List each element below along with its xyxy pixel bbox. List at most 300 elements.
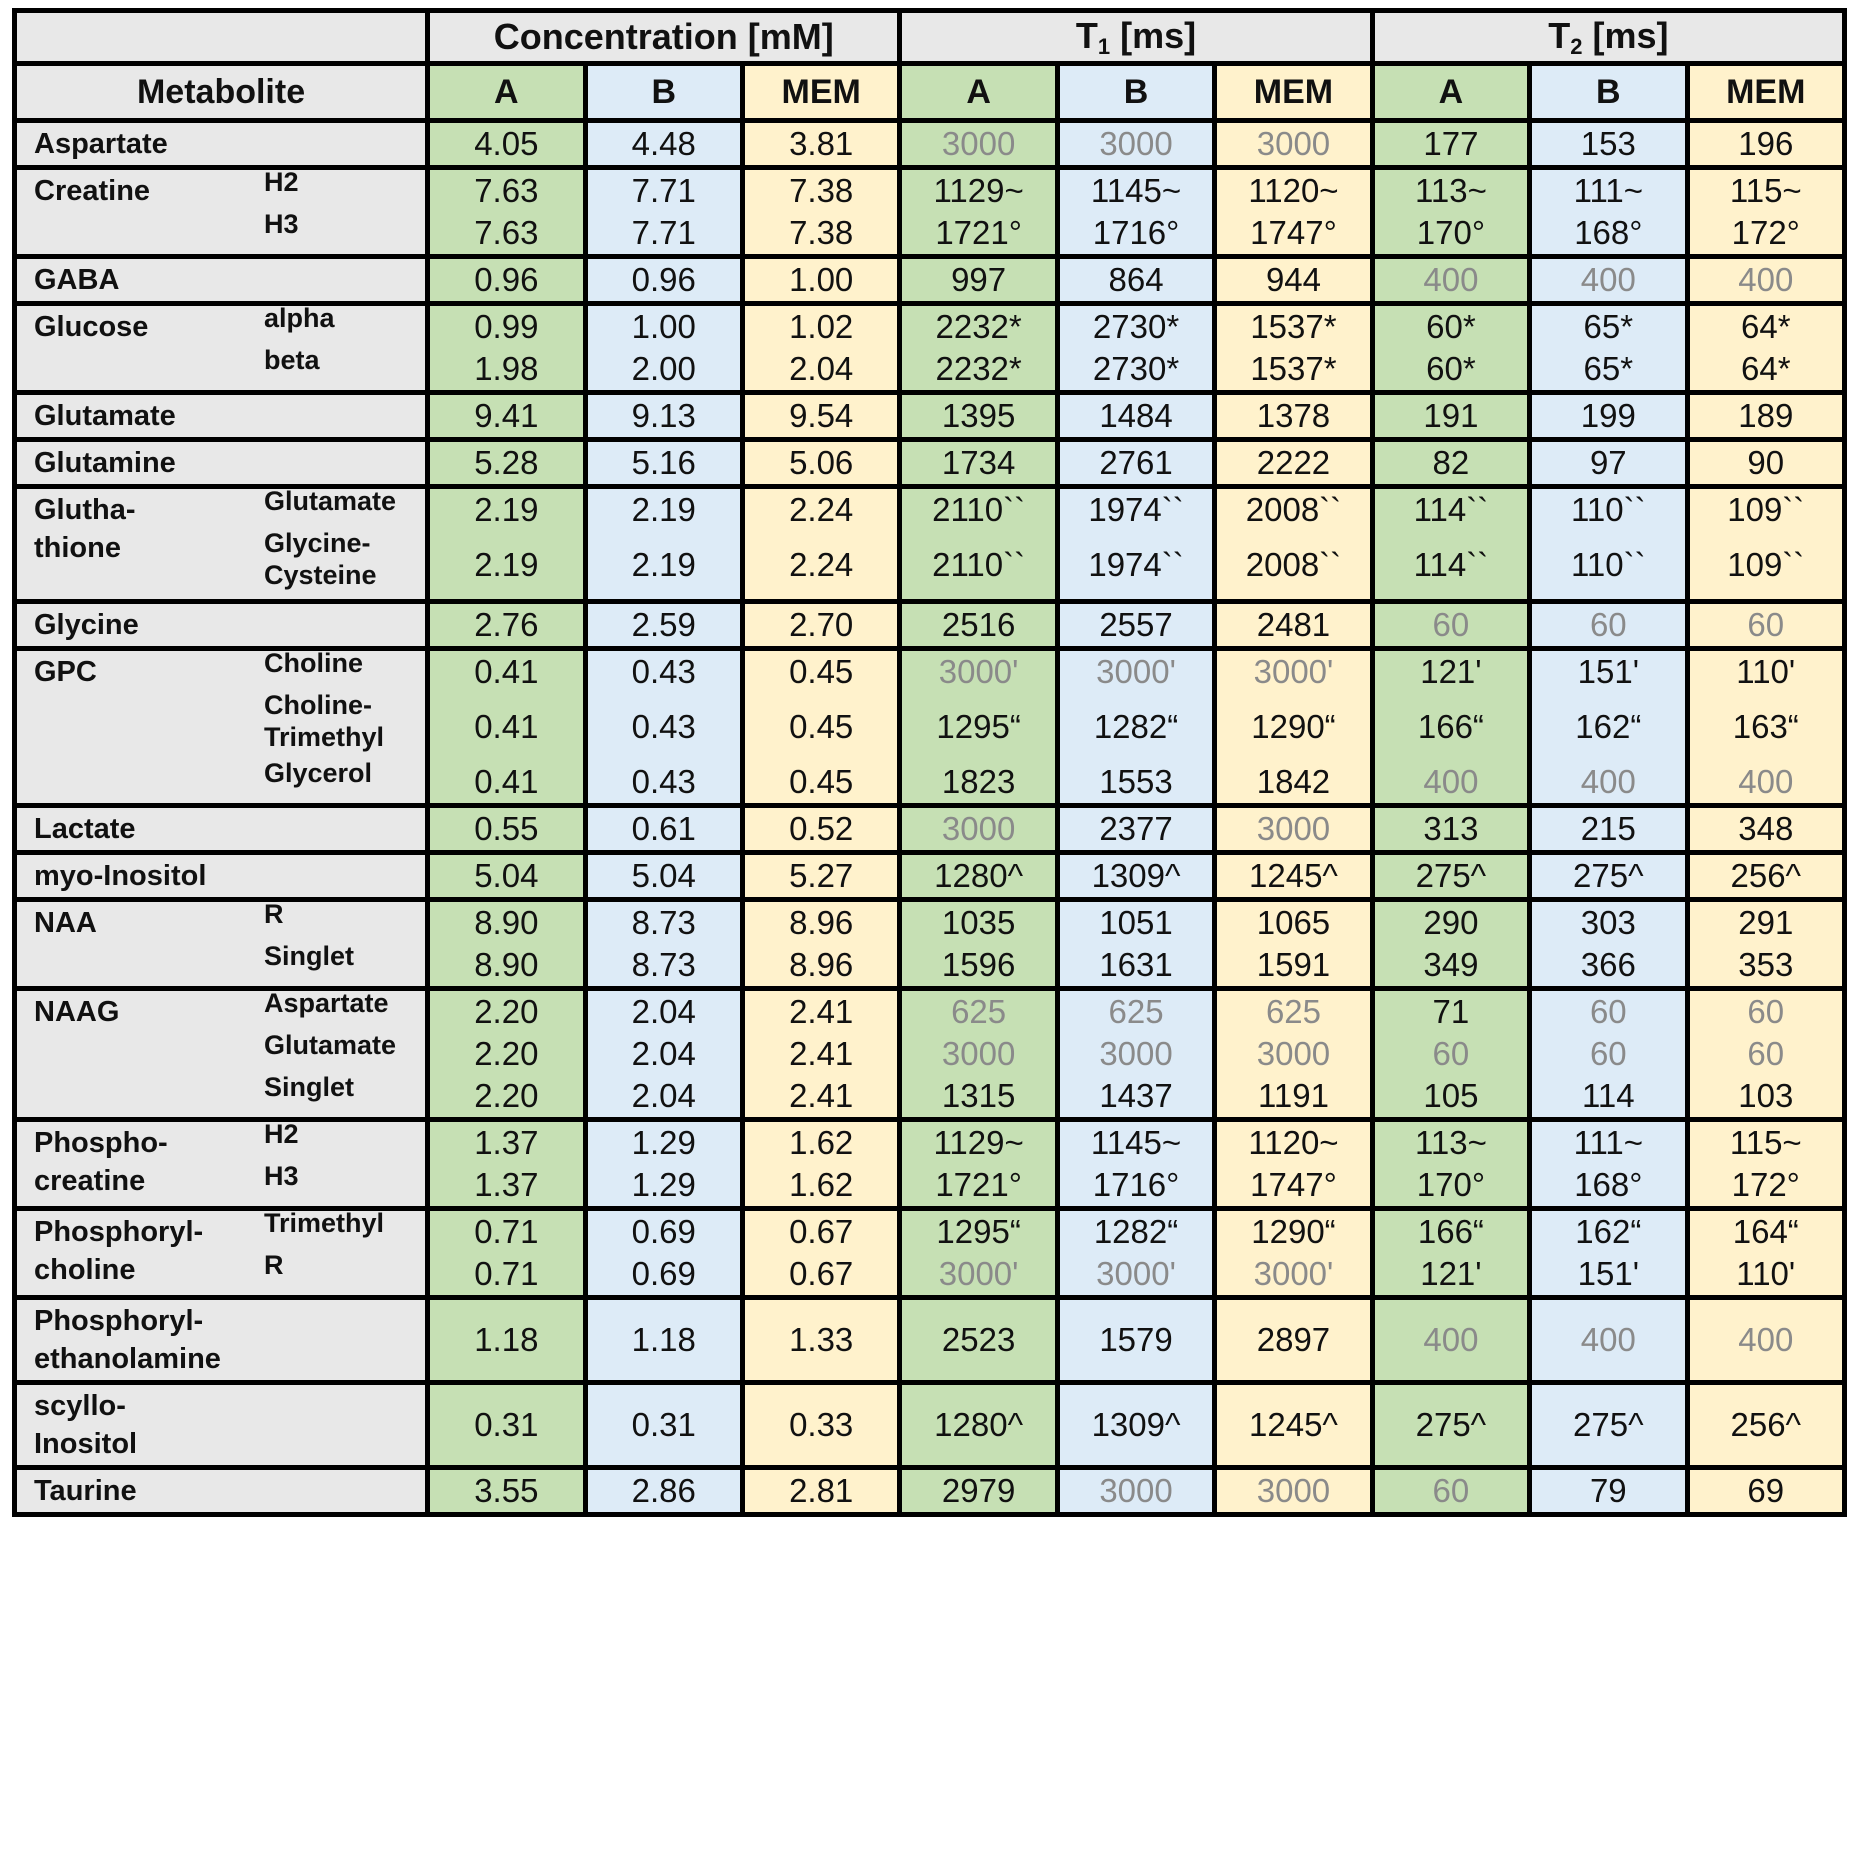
t2-suffix: [ms]	[1582, 14, 1669, 56]
value: 3000'	[938, 1255, 1019, 1292]
conc-b-cell	[585, 393, 742, 440]
t2-mem-cell	[1687, 487, 1844, 602]
conc-a-cell	[428, 1298, 585, 1383]
t2-mem-cell	[1687, 1468, 1844, 1515]
conc-b-cell	[585, 853, 742, 900]
table-row	[15, 304, 1845, 393]
conc-b-cell	[585, 989, 742, 1120]
value: 71	[1432, 993, 1470, 1030]
value: 110``	[1571, 546, 1646, 583]
conc-a-cell	[428, 1120, 585, 1209]
value: 1280^	[934, 857, 1024, 894]
sub-label: H2	[264, 1119, 299, 1149]
value: 1378	[1256, 397, 1331, 434]
table-body	[15, 121, 1845, 1515]
value: 162“	[1575, 708, 1642, 745]
value: 1484	[1099, 397, 1173, 434]
value: 1245^	[1249, 1406, 1338, 1443]
value: 2008``	[1245, 546, 1342, 583]
conc-mem-cell	[742, 304, 899, 393]
value: 1315	[941, 1077, 1016, 1114]
metabolite-cell	[15, 1468, 428, 1515]
t2-a-cell	[1372, 304, 1529, 393]
t1-a-cell	[900, 602, 1057, 649]
t1-a-cell	[900, 393, 1057, 440]
t1-a-cell	[900, 257, 1057, 304]
value: 3.55	[474, 1472, 539, 1509]
value: 5.04	[474, 857, 539, 894]
metabolite-cell	[15, 1209, 428, 1298]
t1-mem-cell	[1215, 900, 1372, 989]
conc-mem-cell	[742, 649, 899, 806]
conc-a-cell	[428, 989, 585, 1120]
sub-label: Aspartate	[264, 988, 389, 1018]
value: 2.04	[631, 1035, 696, 1072]
value: 1.62	[789, 1124, 854, 1161]
conc-a-cell	[428, 487, 585, 602]
value: 2.86	[631, 1472, 696, 1509]
t1-prefix: T	[1075, 14, 1098, 56]
t1-b-cell	[1057, 393, 1214, 440]
value: 60	[1747, 993, 1785, 1030]
metabolite-name: Phospho- creatine	[34, 1127, 168, 1197]
t2-a-cell	[1372, 806, 1529, 853]
value: 3000	[941, 125, 1016, 162]
metabolite-cell	[15, 1120, 428, 1209]
conc-a-cell	[428, 393, 585, 440]
value: 103	[1738, 1077, 1794, 1114]
value: 0.52	[789, 810, 854, 847]
conc-b-cell	[585, 1298, 742, 1383]
value: 2.19	[474, 491, 539, 528]
value: 69	[1747, 1472, 1785, 1509]
value: 60	[1747, 1035, 1785, 1072]
table-row	[15, 853, 1845, 900]
t1-mem-cell	[1215, 304, 1372, 393]
table-row	[15, 649, 1845, 806]
value: 2377	[1099, 810, 1173, 847]
value: 2.41	[789, 1035, 854, 1072]
value: 2730*	[1092, 350, 1180, 387]
value: 2.81	[789, 1472, 854, 1509]
value: 166“	[1417, 1213, 1484, 1250]
t2-b-cell	[1530, 1298, 1687, 1383]
value: 2.04	[631, 1077, 696, 1114]
value: 1974``	[1088, 491, 1184, 528]
t2-a-cell	[1372, 989, 1529, 1120]
t2-mem-cell	[1687, 649, 1844, 806]
value: 2110``	[932, 546, 1026, 583]
t2-b-cell	[1530, 1209, 1687, 1298]
value: 1716°	[1092, 214, 1180, 251]
value: 2.20	[474, 1077, 539, 1114]
metabolite-name: Creatine	[34, 175, 151, 207]
value: 1145~	[1090, 172, 1182, 209]
conc-a-cell	[428, 168, 585, 257]
table-row	[15, 1120, 1845, 1209]
value: 3000	[1256, 125, 1331, 162]
value: 65*	[1583, 308, 1634, 345]
value: 625	[1108, 993, 1164, 1030]
value: 177	[1423, 125, 1479, 162]
value: 170°	[1416, 214, 1486, 251]
table-row	[15, 900, 1845, 989]
conc-mem-cell	[742, 487, 899, 602]
value: 1309^	[1091, 1406, 1181, 1443]
t2-a-cell	[1372, 1209, 1529, 1298]
conc-a-cell	[428, 440, 585, 487]
conc-a-cell	[428, 1468, 585, 1515]
t1-a-cell	[900, 1298, 1057, 1383]
value: 2516	[941, 606, 1016, 643]
value: 1591	[1256, 946, 1331, 983]
value: 997	[951, 261, 1007, 298]
t2-mem-cell	[1687, 393, 1844, 440]
value: 1.18	[474, 1321, 539, 1358]
t2-b-cell	[1530, 989, 1687, 1120]
value: 400	[1580, 261, 1636, 298]
t1-mem-cell	[1215, 1298, 1372, 1383]
value: 3000	[1256, 810, 1331, 847]
value: 3000	[1256, 1035, 1331, 1072]
value: 79	[1589, 1472, 1627, 1509]
sub-label: Choline- Trimethyl	[264, 690, 385, 752]
conc-mem-cell	[742, 1298, 899, 1383]
value: 196	[1738, 125, 1794, 162]
t2-b-cell	[1530, 168, 1687, 257]
t1-suffix: [ms]	[1110, 14, 1197, 56]
value: 0.61	[631, 810, 696, 847]
sub-label: R	[264, 1250, 284, 1280]
conc-a-cell	[428, 1209, 585, 1298]
value: 9.54	[789, 397, 854, 434]
metabolite-name: Phosphoryl- choline	[34, 1216, 204, 1286]
value: 400	[1738, 763, 1794, 800]
value: 348	[1738, 810, 1794, 847]
sub-label: Glutamate	[264, 486, 397, 516]
value: 275^	[1415, 1406, 1487, 1443]
value: 2.19	[474, 546, 539, 583]
value: 3000	[1099, 1035, 1173, 1072]
t1-mem-cell	[1215, 1468, 1372, 1515]
value: 303	[1580, 904, 1636, 941]
metabolite-cell	[15, 121, 428, 168]
conc-b-cell	[585, 649, 742, 806]
value: 1035	[941, 904, 1016, 941]
value: 0.41	[474, 708, 539, 745]
value: 2761	[1099, 444, 1173, 481]
value: 1120~	[1248, 1124, 1339, 1161]
value: 109``	[1727, 546, 1805, 583]
t1-a-cell	[900, 1120, 1057, 1209]
t1-mem-cell	[1215, 168, 1372, 257]
value: 1.02	[789, 308, 854, 345]
value: 2.24	[789, 491, 854, 528]
t1-mem-cell	[1215, 1383, 1372, 1468]
value: 400	[1423, 261, 1479, 298]
t1-a-cell	[900, 1209, 1057, 1298]
sub-label: Singlet	[264, 1072, 355, 1102]
value: 1734	[941, 444, 1016, 481]
value: 114``	[1413, 491, 1489, 528]
conc-b-cell	[585, 304, 742, 393]
t2-a-cell	[1372, 853, 1529, 900]
t2-mem-cell	[1687, 257, 1844, 304]
value: 0.67	[789, 1213, 854, 1250]
metabolite-cell	[15, 168, 428, 257]
conc-a-cell	[428, 257, 585, 304]
value: 1395	[941, 397, 1016, 434]
value: 400	[1423, 763, 1479, 800]
value: 1747°	[1250, 1166, 1337, 1203]
metabolite-table-wrap	[12, 8, 1847, 1517]
t2-a-cell	[1372, 602, 1529, 649]
conc-a-cell	[428, 900, 585, 989]
value: 0.71	[474, 1213, 539, 1250]
value: 349	[1423, 946, 1479, 983]
value: 1245^	[1249, 857, 1338, 894]
value: 109``	[1727, 491, 1805, 528]
t1-a-cell	[900, 168, 1057, 257]
metabolite-table	[12, 8, 1847, 1517]
value: 353	[1738, 946, 1794, 983]
value: 2008``	[1245, 491, 1342, 528]
t1-b-cell	[1057, 1383, 1214, 1468]
sub-label: Glycerol	[264, 758, 373, 788]
value: 172°	[1731, 214, 1800, 251]
conc-a-cell	[428, 304, 585, 393]
t1-a-header: A	[900, 64, 1057, 121]
value: 3000'	[1096, 1255, 1176, 1292]
value: 7.63	[474, 214, 539, 251]
value: 2.41	[789, 1077, 854, 1114]
t1-a-cell	[900, 900, 1057, 989]
value: 1579	[1099, 1321, 1173, 1358]
value: 3000	[1099, 125, 1173, 162]
value: 0.43	[631, 763, 696, 800]
value: 121'	[1420, 1255, 1482, 1292]
t1-a-cell	[900, 121, 1057, 168]
value: 2897	[1256, 1321, 1331, 1358]
conc-b-cell	[585, 1383, 742, 1468]
value: 121'	[1420, 653, 1482, 690]
value: 1716°	[1092, 1166, 1180, 1203]
conc-mem-cell	[742, 257, 899, 304]
value: 191	[1423, 397, 1479, 434]
metabolite-name: Glucose	[34, 311, 149, 343]
conc-b-cell	[585, 121, 742, 168]
value: 5.27	[789, 857, 854, 894]
value: 1.00	[789, 261, 854, 298]
value: 115~	[1729, 1124, 1802, 1161]
value: 8.90	[474, 904, 539, 941]
t1-mem-cell	[1215, 806, 1372, 853]
t1-mem-cell	[1215, 440, 1372, 487]
table-row	[15, 121, 1845, 168]
t1-b-cell	[1057, 1209, 1214, 1298]
value: 1290“	[1251, 708, 1336, 745]
value: 64*	[1740, 308, 1791, 345]
conc-mem-cell	[742, 1468, 899, 1515]
metabolite-cell	[15, 440, 428, 487]
value: 1282“	[1093, 1213, 1179, 1250]
t2-b-header: B	[1530, 64, 1687, 121]
conc-b-cell	[585, 1209, 742, 1298]
value: 164“	[1732, 1213, 1799, 1250]
metabolite-name: Glycine	[34, 609, 139, 641]
value: 60	[1747, 606, 1785, 643]
value: 0.99	[474, 308, 539, 345]
t2-b-cell	[1530, 1468, 1687, 1515]
value: 1596	[941, 946, 1016, 983]
value: 189	[1738, 397, 1794, 434]
value: 1295“	[936, 708, 1021, 745]
value: 1631	[1099, 946, 1173, 983]
value: 215	[1580, 810, 1636, 847]
t2-mem-cell	[1687, 304, 1844, 393]
metabolite-name: Phosphoryl- ethanolamine	[34, 1305, 221, 1375]
metabolite-cell	[15, 806, 428, 853]
value: 1842	[1256, 763, 1331, 800]
metabolite-name: myo-Inositol	[34, 860, 207, 892]
value: 0.69	[631, 1255, 696, 1292]
corner-cell	[15, 11, 428, 64]
value: 113~	[1414, 1124, 1487, 1161]
metabolite-cell	[15, 989, 428, 1120]
value: 60	[1432, 1472, 1470, 1509]
value: 0.45	[789, 653, 854, 690]
value: 5.04	[631, 857, 696, 894]
sub-label: Singlet	[264, 941, 355, 971]
value: 64*	[1740, 350, 1791, 387]
value: 1.00	[631, 308, 696, 345]
value: 2.00	[631, 350, 696, 387]
t1-b-cell	[1057, 602, 1214, 649]
t1-a-cell	[900, 806, 1057, 853]
table-row	[15, 1383, 1845, 1468]
value: 3000	[941, 810, 1016, 847]
value: 65*	[1583, 350, 1634, 387]
t1-b-cell	[1057, 121, 1214, 168]
value: 1065	[1256, 904, 1331, 941]
t1-a-cell	[900, 487, 1057, 602]
t2-a-cell	[1372, 168, 1529, 257]
t1-mem-cell	[1215, 1209, 1372, 1298]
value: 400	[1738, 1321, 1794, 1358]
t2-b-cell	[1530, 1120, 1687, 1209]
value: 400	[1580, 1321, 1636, 1358]
t1-a-cell	[900, 989, 1057, 1120]
value: 2.19	[631, 491, 696, 528]
t1-mem-cell	[1215, 989, 1372, 1120]
value: 1.98	[474, 350, 539, 387]
t2-a-cell	[1372, 649, 1529, 806]
value: 163“	[1732, 708, 1799, 745]
value: 1537*	[1250, 308, 1337, 345]
value: 2.24	[789, 546, 854, 583]
metabolite-cell	[15, 1383, 428, 1468]
t1-b-cell	[1057, 853, 1214, 900]
value: 60*	[1426, 350, 1476, 387]
t2-b-cell	[1530, 440, 1687, 487]
sub-label: H2	[264, 167, 299, 197]
table-row	[15, 1468, 1845, 1515]
t2-header	[1372, 11, 1844, 64]
value: 166“	[1417, 708, 1484, 745]
conc-mem-cell	[742, 989, 899, 1120]
t1-b-cell	[1057, 1120, 1214, 1209]
t1-a-cell	[900, 649, 1057, 806]
t2-b-cell	[1530, 257, 1687, 304]
conc-mem-cell	[742, 806, 899, 853]
conc-mem-cell	[742, 602, 899, 649]
conc-b-cell	[585, 602, 742, 649]
t1-b-cell	[1057, 900, 1214, 989]
conc-mem-cell	[742, 1120, 899, 1209]
t1-a-cell	[900, 1383, 1057, 1468]
value: 1295“	[936, 1213, 1021, 1250]
value: 1282“	[1093, 708, 1179, 745]
value: 0.33	[789, 1406, 854, 1443]
sub-label: H3	[264, 209, 299, 239]
value: 60	[1589, 606, 1627, 643]
value: 1120~	[1248, 172, 1339, 209]
metabolite-cell	[15, 487, 428, 602]
value: 0.45	[789, 708, 854, 745]
value: 2730*	[1092, 308, 1180, 345]
metabolite-name: GPC	[34, 656, 97, 688]
t2-mem-cell	[1687, 900, 1844, 989]
t1-mem-cell	[1215, 853, 1372, 900]
conc-b-cell	[585, 1120, 742, 1209]
t1-b-cell	[1057, 440, 1214, 487]
value: 1.18	[631, 1321, 696, 1358]
conc-mem-cell	[742, 853, 899, 900]
t1-mem-header: MEM	[1215, 64, 1372, 121]
value: 256^	[1730, 1406, 1802, 1443]
value: 110'	[1736, 1255, 1796, 1292]
value: 3000	[941, 1035, 1016, 1072]
value: 0.41	[474, 653, 539, 690]
conc-mem-cell	[742, 900, 899, 989]
conc-b-cell	[585, 806, 742, 853]
value: 0.41	[474, 763, 539, 800]
conc-b-cell	[585, 900, 742, 989]
value: 1129~	[933, 1124, 1024, 1161]
value: 1145~	[1090, 1124, 1182, 1161]
t2-mem-header: MEM	[1687, 64, 1844, 121]
value: 0.31	[474, 1406, 539, 1443]
value: 8.96	[789, 904, 854, 941]
table-row	[15, 168, 1845, 257]
value: 291	[1738, 904, 1794, 941]
t2-mem-cell	[1687, 1209, 1844, 1298]
t2-mem-cell	[1687, 989, 1844, 1120]
t2-a-cell	[1372, 1383, 1529, 1468]
sub-label: R	[264, 899, 284, 929]
metabolite-cell	[15, 649, 428, 806]
sub-label: Choline	[264, 648, 363, 678]
t2-mem-cell	[1687, 121, 1844, 168]
value: 114	[1582, 1077, 1635, 1114]
value: 313	[1423, 810, 1479, 847]
conc-mem-header: MEM	[742, 64, 899, 121]
value: 2232*	[935, 308, 1022, 345]
value: 1537*	[1250, 350, 1337, 387]
t2-mem-cell	[1687, 1383, 1844, 1468]
conc-b-cell	[585, 257, 742, 304]
value: 1.37	[474, 1166, 539, 1203]
